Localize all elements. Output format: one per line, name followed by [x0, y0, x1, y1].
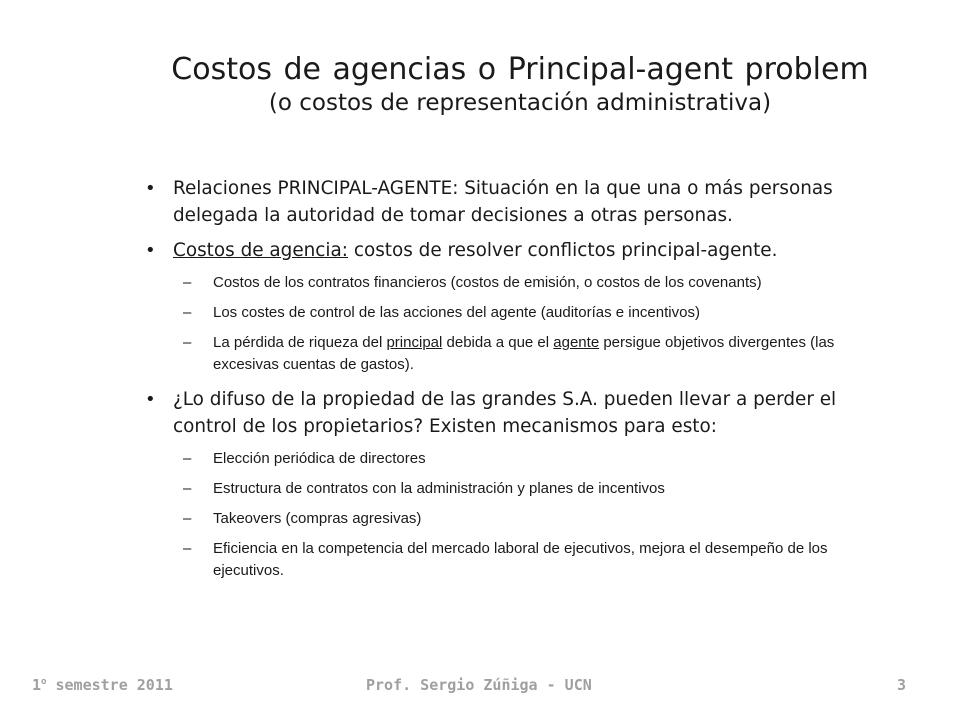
title-subtitle: (o costos de representación administrativa) — [268, 89, 772, 116]
agency-costs-term: Costos de agencia: — [173, 240, 348, 261]
semester-text: semestre 2011 — [46, 676, 173, 694]
slide-footer — [0, 676, 960, 700]
dash-marker: – — [183, 540, 192, 557]
footer-semester — [32, 676, 173, 694]
sub-bullet-text: Estructura de contratos con la administración y planes de incentivos — [213, 480, 665, 497]
page-number: 3 — [896, 676, 906, 694]
semester-number: 1 — [32, 676, 42, 694]
sub-bullet — [145, 272, 895, 294]
title-main: Costos de agencias o Principal-agent problem — [171, 52, 869, 87]
bullet-dot: • — [145, 178, 156, 199]
sub-bullet — [145, 448, 895, 470]
sub-bullet-text: Elección periódica de directores — [213, 450, 426, 467]
sub-bullet-text-3: persigue objetivos divergentes (las excesivas cuentas de gastos). — [213, 334, 835, 373]
sub-bullet — [145, 332, 895, 376]
dash-marker: – — [183, 274, 192, 291]
slide-title — [120, 52, 920, 117]
sub-bullet-text: Los costes de control de las acciones del agente (auditorías e incentivos) — [213, 304, 700, 321]
footer-author: Prof. Sergio Zúñiga - UCN — [366, 676, 592, 694]
sub-bullet — [145, 302, 895, 324]
dash-marker: – — [183, 304, 192, 321]
slide-body — [145, 175, 895, 592]
sub-bullet-text: Takeovers (compras agresivas) — [213, 510, 422, 527]
bullet-text: costos de resolver conflictos principal-agente. — [348, 240, 778, 261]
dash-marker: – — [183, 334, 192, 351]
sub-bullet-text-1: La pérdida de riqueza del — [213, 334, 387, 351]
sub-bullet-text-2: debida a que el — [442, 334, 554, 351]
principal-term: principal — [386, 334, 443, 351]
bullet-principal-agent — [145, 175, 895, 229]
dash-marker: – — [183, 510, 192, 527]
bullet-agency-costs — [145, 237, 895, 264]
semester-ordinal: o — [41, 677, 47, 687]
agency-costs-subitems — [145, 272, 895, 376]
sub-bullet — [145, 508, 895, 530]
sub-bullet-text: Costos de los contratos financieros (costos de emisión, o costos de los covenants) — [213, 274, 762, 291]
sub-bullet — [145, 478, 895, 500]
agent-term: agente — [553, 334, 600, 351]
bullet-dot: • — [145, 389, 156, 410]
bullet-dot: • — [145, 240, 156, 261]
dash-marker: – — [183, 480, 192, 497]
bullet-text: Relaciones PRINCIPAL-AGENTE: Situación en la que una o más personas delegada la autoridad de tomar decisiones a otras personas. — [173, 178, 833, 226]
bullet-ownership-question — [145, 386, 895, 440]
sub-bullet-text: Eficiencia en la competencia del mercado laboral de ejecutivos, mejora el desempeño de los ejecutivos. — [213, 540, 828, 579]
sub-bullet — [145, 538, 895, 582]
bullet-text: ¿Lo difuso de la propiedad de las grandes S.A. pueden llevar a perder el control de los propietarios? Existen mecanismos para esto: — [173, 389, 837, 437]
dash-marker: – — [183, 450, 192, 467]
mechanisms-subitems — [145, 448, 895, 582]
